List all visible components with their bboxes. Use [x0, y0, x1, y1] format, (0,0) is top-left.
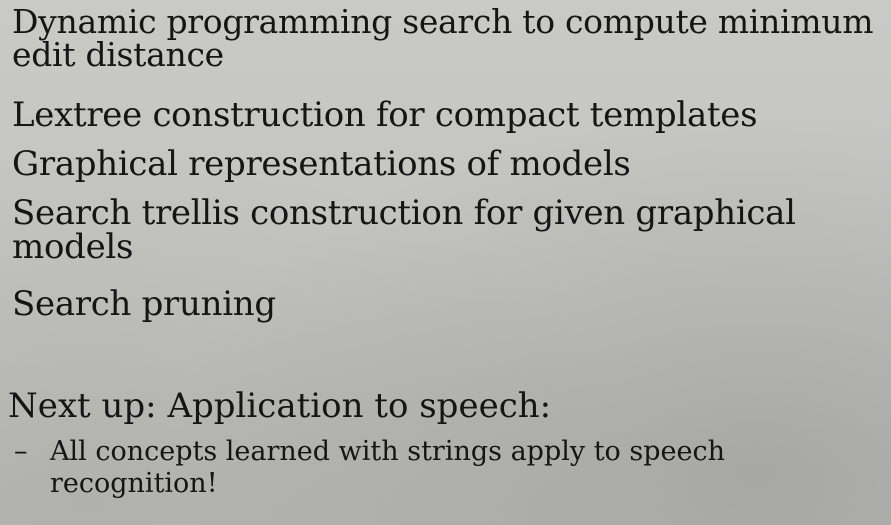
- bullet-line-continued: models: [12, 227, 134, 267]
- bullet-line: Search pruning: [12, 284, 276, 324]
- bullet-search-pruning: [12, 286, 276, 322]
- bullet-line: Graphical representations of models: [12, 144, 631, 184]
- next-up-heading: Next up: Application to speech:: [8, 386, 552, 426]
- sub-bullet-line: All concepts learned with strings apply to speech: [50, 436, 725, 467]
- bullet-graphical-representations: [12, 146, 631, 182]
- bullet-line: Dynamic programming search to compute minimum: [12, 2, 874, 41]
- bullet-line-continued: edit distance: [12, 35, 224, 74]
- bullet-line: Search trellis construction for given graphical: [12, 193, 796, 233]
- bullet-line: Lextree construction for compact templates: [12, 95, 758, 135]
- dash-marker: –: [14, 436, 28, 467]
- bullet-dynamic-programming: [12, 4, 873, 73]
- sub-bullet-speech: [14, 436, 725, 500]
- bullet-search-trellis: [12, 195, 796, 265]
- sub-bullet-line-continued: recognition!: [50, 468, 218, 499]
- bullet-lextree: [12, 97, 757, 133]
